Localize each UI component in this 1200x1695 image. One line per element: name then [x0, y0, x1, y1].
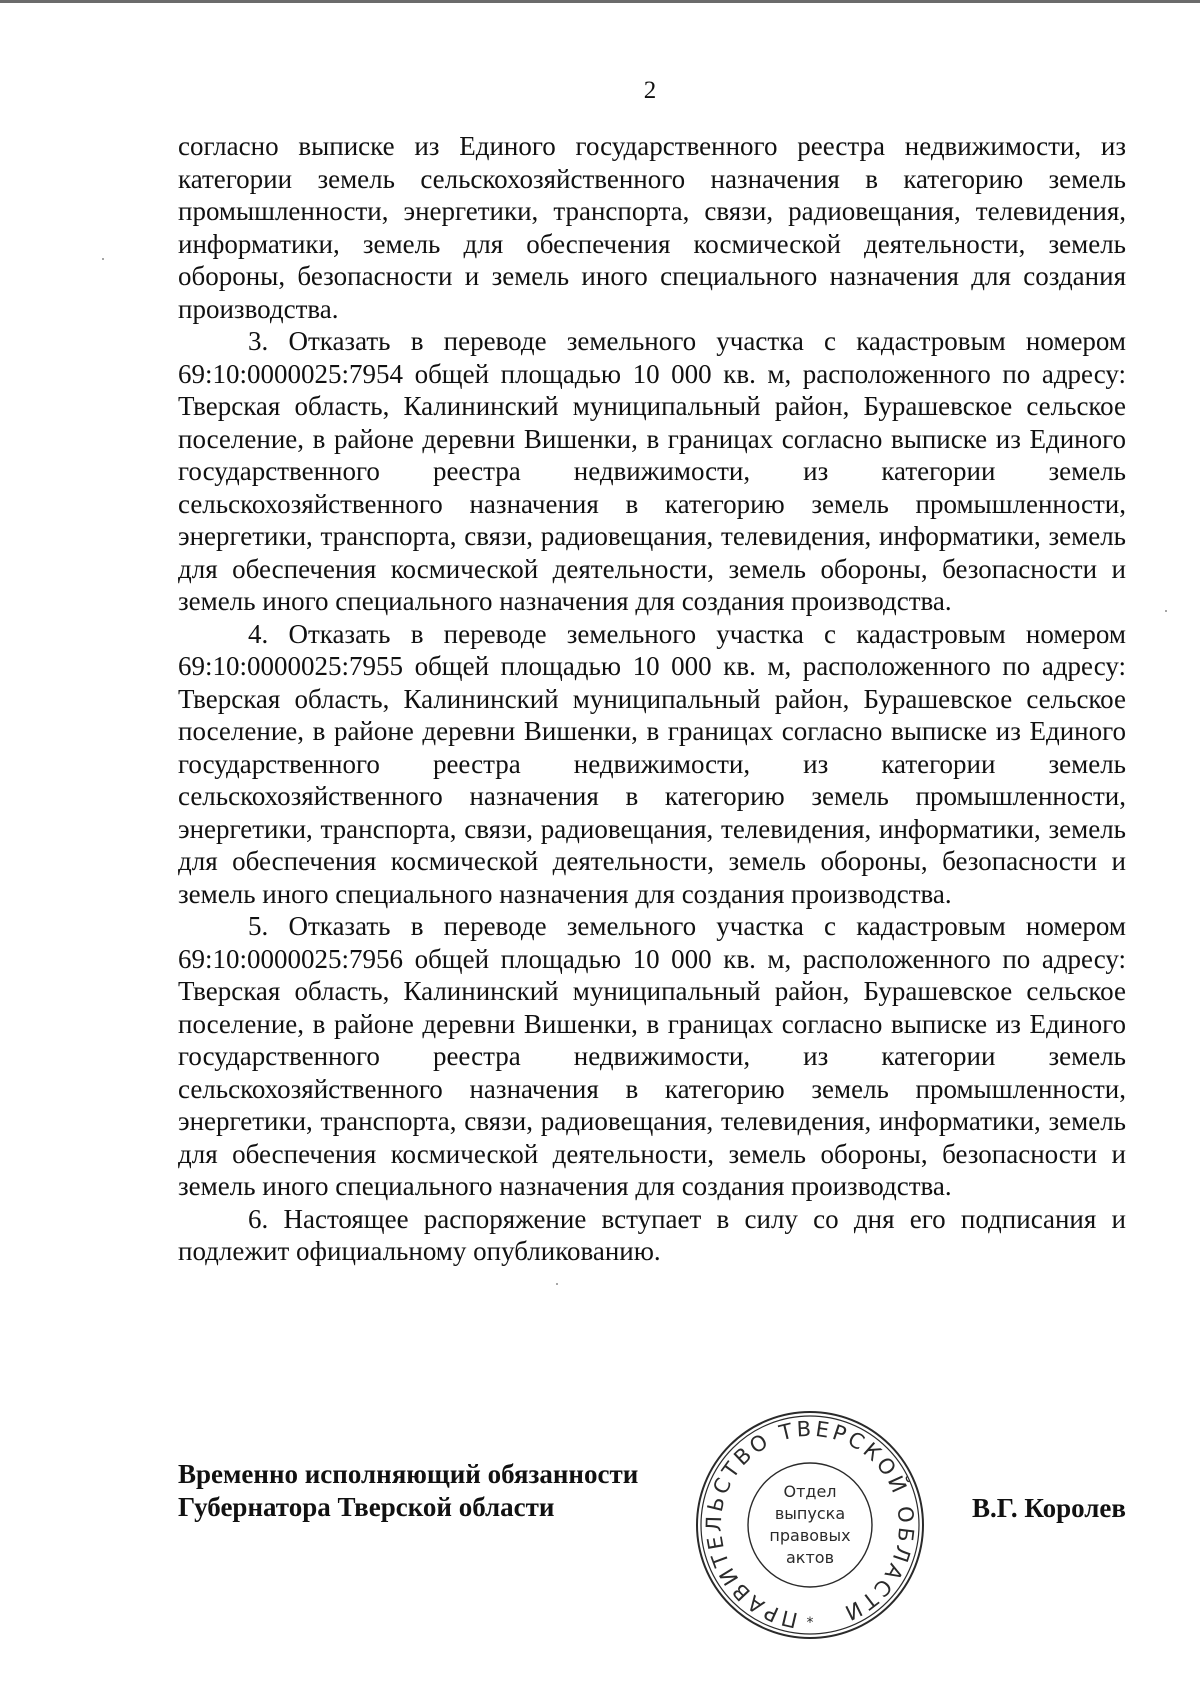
signatory-position-line-1: Временно исполняющий обязанности: [178, 1459, 639, 1489]
scan-speck: [102, 258, 104, 260]
stamp-center-text: [751, 1466, 869, 1584]
paragraph-item-4: 4. Отказать в переводе земельного участка с кадастровым номером 69:10:0000025:7955 общей площадью 10 000 кв. м, расположенного по адресу: Тверская область, Калининский муниципальный район, Бурашевское сельское поселение, в районе деревни Вишенки, в границах согласно выписке из Единого государственного реестра недвижимости, из категории земель сельскохозяйственного назначения в категорию земель промышленности, энергетики, транспорта, связи, радиовещания, телевидения, информатики, земель для обеспечения космической деятельности, земель обороны, безопасности и земель иного специального назначения для создания производства.: [178, 618, 1126, 909]
paragraph-item-5: 5. Отказать в переводе земельного участка с кадастровым номером 69:10:0000025:7956 общей площадью 10 000 кв. м, расположенного по адресу: Тверская область, Калининский муниципальный район, Бурашевское сельское поселение, в районе деревни Вишенки, в границах согласно выписке из Единого государственного реестра недвижимости, из категории земель сельскохозяйственного назначения в категорию земель промышленности, энергетики, транспорта, связи, радиовещания, телевидения, информатики, земель для обеспечения космической деятельности, земель обороны, безопасности и земель иного специального назначения для создания производства.: [178, 911, 1126, 1201]
scan-speck: [556, 1283, 558, 1285]
official-stamp: [690, 1405, 930, 1645]
stamp-center-line-4: актов: [785, 1548, 834, 1567]
paragraph-continuation: согласно выписке из Единого государственного реестра недвижимости, из категории земель сельскохозяйственного назначения в категорию земель промышленности, энергетики, транспорта, связи, радиовещания, телевидения, информатики, земель для обеспечения космической деятельности, земель обороны, безопасности и земель иного специального назначения для создания производства.: [178, 131, 1126, 324]
page-number: 2: [643, 77, 657, 104]
document-body: [178, 130, 1126, 1268]
paragraph-item-3: 3. Отказать в переводе земельного участка с кадастровым номером 69:10:0000025:7954 общей площадью 10 000 кв. м, расположенного по адресу: Тверская область, Калининский муниципальный район, Бурашевское сельское поселение, в районе деревни Вишенки, в границах согласно выписке из Единого государственного реестра недвижимости, из категории земель сельскохозяйственного назначения в категорию земель промышленности, энергетики, транспорта, связи, радиовещания, телевидения, информатики, земель для обеспечения космической деятельности, земель обороны, безопасности и земель иного специального назначения для создания производства.: [178, 326, 1126, 616]
stamp-star-icon: *: [806, 1615, 814, 1631]
signatory-position: [178, 1458, 678, 1524]
stamp-center-line-3: правовых: [769, 1526, 851, 1545]
scan-edge-rule: [0, 0, 1200, 3]
signatory-position-line-2: Губернатора Тверской области: [178, 1492, 555, 1522]
stamp-center-line-1: Отдел: [783, 1482, 837, 1501]
stamp-center-line-2: выпуска: [774, 1504, 846, 1523]
paragraph-item-6: 6. Настоящее распоряжение вступает в силу со дня его подписания и подлежит официальному опубликованию.: [178, 1203, 1126, 1266]
stamp-ring-text: ПРАВИТЕЛЬСТВО ТВЕРСКОЙ ОБЛАСТИ: [701, 1416, 919, 1633]
scan-speck: [1165, 610, 1167, 612]
signatory-name: В.Г. Королев: [972, 1493, 1126, 1523]
